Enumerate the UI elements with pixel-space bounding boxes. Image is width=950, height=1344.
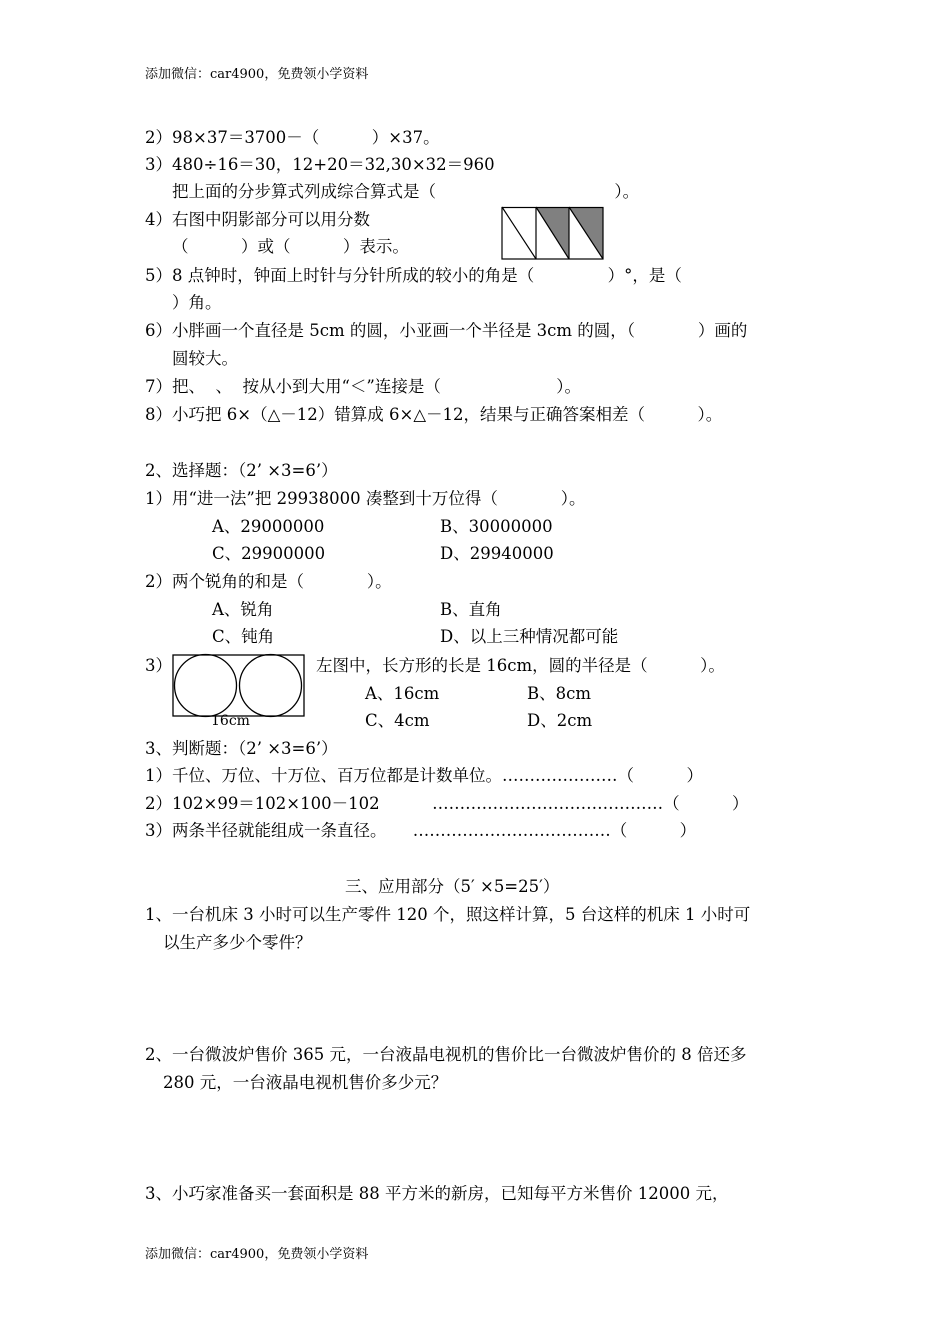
choice-question-2: 2）两个锐角的和是（ ）。	[145, 572, 392, 591]
judge-section-title: 3、判断题：（2’ ×3=6’）	[145, 739, 338, 758]
apply-question-2-line-2: 280 元，一台液晶电视机售价多少元？	[163, 1073, 448, 1092]
choice-2-option-b: B、直角	[440, 600, 502, 619]
choice-3-option-c: C、4cm	[365, 711, 430, 730]
judge-question-2: 2）102×99＝102×100－102 ……………………………………（ ）	[145, 794, 749, 813]
choice-1-option-c: C、29900000	[212, 544, 326, 563]
header-note: 添加微信：car4900，免费领小学资料	[145, 67, 369, 82]
judge-question-1: 1）千位、万位、十万位、百万位都是计数单位。…………………（ ）	[145, 766, 703, 785]
apply-question-1-line-1: 1、一台机床 3 小时可以生产零件 120 个，照这样计算，5 台这样的机床 1 小时可	[145, 905, 751, 924]
apply-question-2-line-1: 2、一台微波炉售价 365 元，一台液晶电视机的售价比一台微波炉售价的 8 倍还多	[145, 1045, 747, 1064]
shaded-triangles-figure	[501, 207, 605, 261]
judge-question-3: 3）两条半径就能组成一条直径。 ………………………………（ ）	[145, 821, 697, 840]
apply-question-3-line-1: 3、小巧家准备买一套面积是 88 平方米的新房，已知每平方米售价 12000 元，	[145, 1184, 729, 1203]
circle-right	[240, 655, 302, 717]
choice-question-3: 左图中，长方形的长是 16cm，圆的半径是（ ）。	[316, 656, 725, 675]
apply-section-title: 三、应用部分（5′ ×5=25′）	[345, 877, 560, 896]
fill-question-3-line-2: 把上面的分步算式列成综合算式是（ ）。	[172, 182, 640, 201]
choice-1-option-d: D、29940000	[440, 544, 554, 563]
circle-left	[175, 655, 237, 717]
choice-3-option-d: D、2cm	[527, 711, 593, 730]
apply-question-1-line-2: 以生产多少个零件？	[163, 933, 312, 952]
choice-2-option-a: A、锐角	[212, 600, 274, 619]
choice-question-3-number: 3）	[145, 656, 172, 675]
choice-1-option-b: B、30000000	[440, 517, 553, 536]
choice-2-option-d: D、以上三种情况都可能	[440, 627, 619, 646]
choice-question-1: 1）用“进一法”把 29938000 凑整到十万位得（ ）。	[145, 489, 586, 508]
fill-question-4-line-2: （ ）或（ ）表示。	[172, 237, 409, 256]
fill-question-5-line-2: ）角。	[172, 293, 222, 312]
choice-1-option-a: A、29000000	[212, 517, 325, 536]
rectangle-length-label: 16cm	[211, 713, 250, 729]
fill-question-6-line-1: 6）小胖画一个直径是 5cm 的圆，小亚画一个半径是 3cm 的圆，（ ）画的	[145, 321, 748, 340]
choice-2-option-c: C、钝角	[212, 627, 275, 646]
fill-question-6-line-2: 圆较大。	[172, 349, 238, 368]
rectangle-two-circles-figure	[172, 654, 306, 718]
choice-section-title: 2、选择题：（2’ ×3=6’）	[145, 461, 338, 480]
choice-3-option-b: B、8cm	[527, 684, 592, 703]
fill-question-5-line-1: 5）8 点钟时，钟面上时针与分针所成的较小的角是（ ）°，是（	[145, 266, 682, 285]
rectangle-outline	[173, 655, 304, 716]
choice-3-option-a: A、16cm	[365, 684, 440, 703]
fill-question-7: 7）把、 、 按从小到大用“＜”连接是（ ）。	[145, 377, 581, 396]
fill-question-2: 2）98×37＝3700－（ ）×37。	[145, 128, 440, 147]
footer-note: 添加微信：car4900，免费领小学资料	[145, 1247, 369, 1262]
fill-question-8: 8）小巧把 6×（△－12）错算成 6×△－12，结果与正确答案相差（ ）。	[145, 405, 723, 424]
fill-question-3-line-1: 3）480÷16＝30，12+20＝32,30×32＝960	[145, 155, 495, 174]
fill-question-4-line-1: 4）右图中阴影部分可以用分数	[145, 210, 370, 229]
